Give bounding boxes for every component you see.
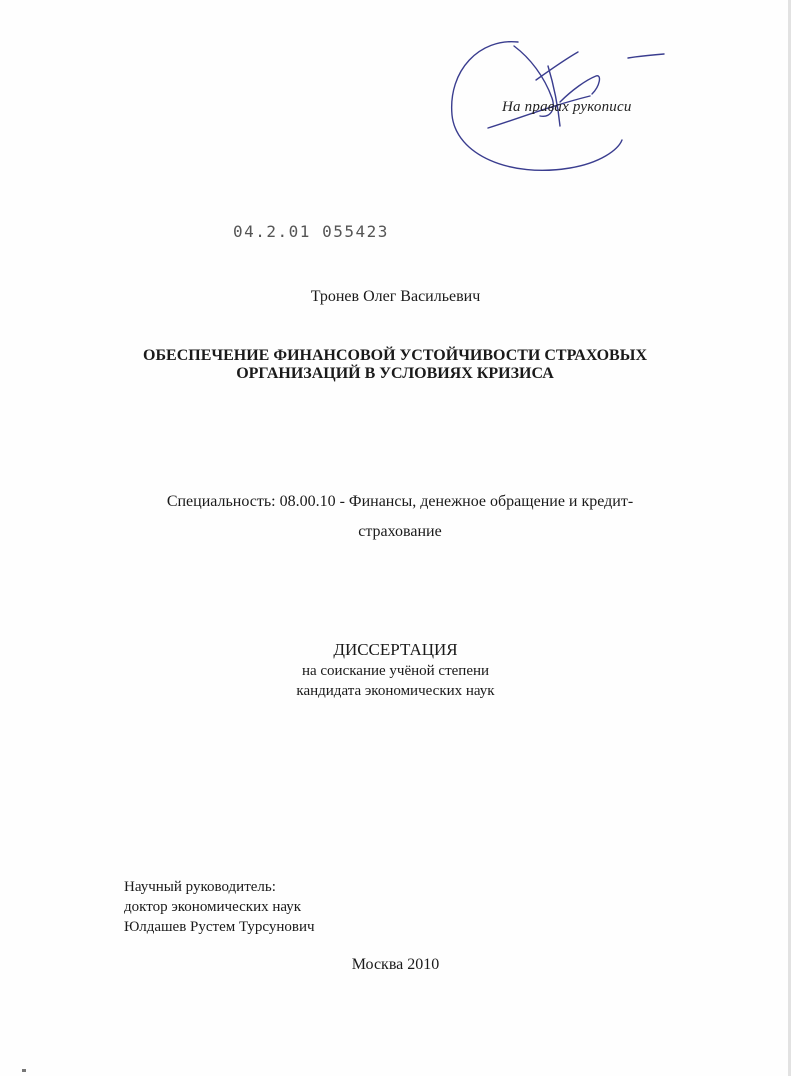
degree-purpose: [0, 661, 791, 701]
city-year: Москва 2010: [351, 956, 440, 973]
supervisor-name: Юлдашев Рустем Турсунович: [124, 919, 315, 935]
degree-line: на соискание учёной степени: [301, 663, 490, 679]
supervisor-heading: Научный руководитель:: [124, 879, 276, 895]
manuscript-stamp-label: На правах рукописи: [502, 99, 632, 115]
dissertation-title: [100, 347, 690, 383]
scan-speck: [22, 1069, 26, 1072]
title-line: ОРГАНИЗАЦИЙ В УСЛОВИЯХ КРИЗИСА: [236, 365, 554, 382]
supervisor-degree: доктор экономических наук: [124, 899, 302, 915]
title-line: ОБЕСПЕЧЕНИЕ ФИНАНСОВОЙ УСТОЙЧИВОСТИ СТРАХОВЫХ: [143, 347, 647, 364]
registration-number: 04.2.01 055423: [233, 222, 389, 241]
specialty-line: страхование: [358, 523, 442, 540]
author-name: Тронев Олег Васильевич: [310, 288, 481, 305]
dissertation-type: ДИССЕРТАЦИЯ: [333, 640, 458, 659]
supervisor-block: [124, 877, 315, 937]
degree-line: кандидата экономических наук: [296, 683, 495, 699]
specialty: [90, 487, 710, 547]
specialty-line: Специальность: 08.00.10 - Финансы, денежное обращение и кредит-: [166, 493, 634, 510]
